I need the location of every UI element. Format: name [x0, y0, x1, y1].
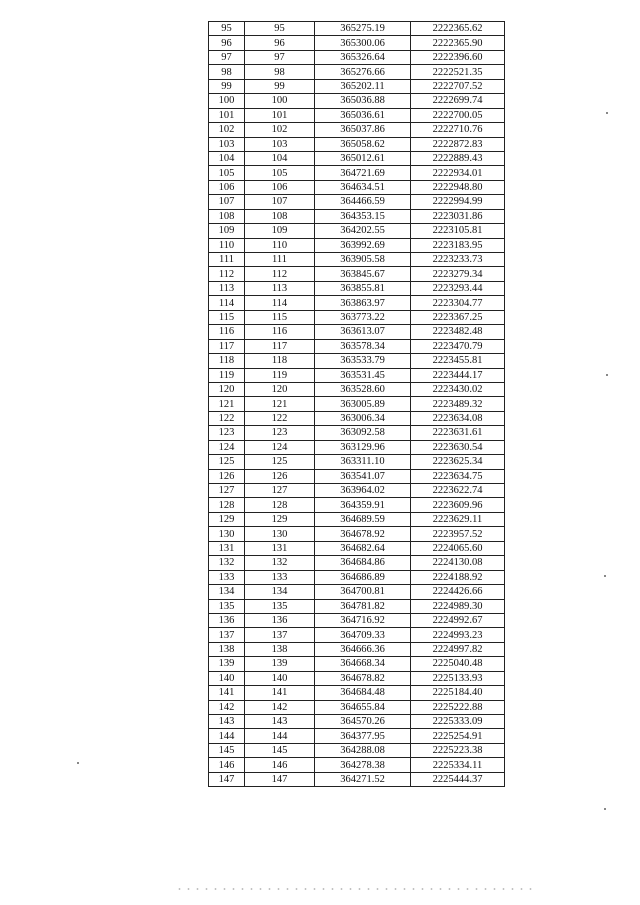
x-coordinate-cell: 364684.48: [315, 686, 411, 700]
vertex-number-cell: 99: [209, 79, 245, 93]
point-number-cell: 112: [245, 267, 315, 281]
table-row: [209, 368, 505, 382]
vertex-number-cell: 97: [209, 50, 245, 64]
vertex-number-cell: 137: [209, 628, 245, 642]
table-row: [209, 108, 505, 122]
y-coordinate-cell: 2223629.11: [411, 512, 505, 526]
x-coordinate-cell: 364682.64: [315, 541, 411, 555]
vertex-number-cell: 98: [209, 65, 245, 79]
scan-speck: [77, 762, 79, 764]
vertex-number-cell: 142: [209, 700, 245, 714]
vertex-number-cell: 116: [209, 325, 245, 339]
table-row: [209, 397, 505, 411]
point-number-cell: 140: [245, 671, 315, 685]
y-coordinate-cell: 2223293.44: [411, 281, 505, 295]
table-row: [209, 325, 505, 339]
point-number-cell: 122: [245, 411, 315, 425]
point-number-cell: 98: [245, 65, 315, 79]
vertex-number-cell: 103: [209, 137, 245, 151]
point-number-cell: 130: [245, 527, 315, 541]
vertex-number-cell: 101: [209, 108, 245, 122]
x-coordinate-cell: 364634.51: [315, 180, 411, 194]
y-coordinate-cell: 2222700.05: [411, 108, 505, 122]
point-number-cell: 101: [245, 108, 315, 122]
vertex-number-cell: 100: [209, 94, 245, 108]
table-row: [209, 527, 505, 541]
vertex-number-cell: 121: [209, 397, 245, 411]
table-row: [209, 354, 505, 368]
table-row: [209, 296, 505, 310]
x-coordinate-cell: 363311.10: [315, 455, 411, 469]
table-row: [209, 772, 505, 786]
vertex-number-cell: 104: [209, 151, 245, 165]
x-coordinate-cell: 365036.61: [315, 108, 411, 122]
y-coordinate-cell: 2223630.54: [411, 440, 505, 454]
y-coordinate-cell: 2225184.40: [411, 686, 505, 700]
table-row: [209, 686, 505, 700]
vertex-number-cell: 133: [209, 570, 245, 584]
point-number-cell: 139: [245, 657, 315, 671]
x-coordinate-cell: 365058.62: [315, 137, 411, 151]
table-row: [209, 180, 505, 194]
y-coordinate-cell: 2223957.52: [411, 527, 505, 541]
table-row: [209, 642, 505, 656]
point-number-cell: 120: [245, 382, 315, 396]
y-coordinate-cell: 2223444.17: [411, 368, 505, 382]
table-row: [209, 209, 505, 223]
y-coordinate-cell: 2223031.86: [411, 209, 505, 223]
x-coordinate-cell: 364271.52: [315, 772, 411, 786]
point-number-cell: 97: [245, 50, 315, 64]
point-number-cell: 102: [245, 123, 315, 137]
vertex-number-cell: 111: [209, 253, 245, 267]
y-coordinate-cell: 2223183.95: [411, 238, 505, 252]
y-coordinate-cell: 2224989.30: [411, 599, 505, 613]
x-coordinate-cell: 363855.81: [315, 281, 411, 295]
table-row: [209, 238, 505, 252]
vertex-number-cell: 123: [209, 426, 245, 440]
point-number-cell: 136: [245, 613, 315, 627]
table-row: [209, 123, 505, 137]
y-coordinate-cell: 2223304.77: [411, 296, 505, 310]
y-coordinate-cell: 2224065.60: [411, 541, 505, 555]
x-coordinate-cell: 364359.91: [315, 498, 411, 512]
x-coordinate-cell: 365012.61: [315, 151, 411, 165]
x-coordinate-cell: 363092.58: [315, 426, 411, 440]
table-row: [209, 166, 505, 180]
vertex-number-cell: 115: [209, 310, 245, 324]
x-coordinate-cell: 364716.92: [315, 613, 411, 627]
y-coordinate-cell: 2223634.75: [411, 469, 505, 483]
x-coordinate-cell: 363845.67: [315, 267, 411, 281]
y-coordinate-cell: 2223609.96: [411, 498, 505, 512]
y-coordinate-cell: 2224993.23: [411, 628, 505, 642]
y-coordinate-cell: 2225040.48: [411, 657, 505, 671]
x-coordinate-cell: 363964.02: [315, 484, 411, 498]
point-number-cell: 129: [245, 512, 315, 526]
point-number-cell: 118: [245, 354, 315, 368]
x-coordinate-cell: 365326.64: [315, 50, 411, 64]
y-coordinate-cell: 2224188.92: [411, 570, 505, 584]
coordinates-table-body: [209, 22, 505, 787]
y-coordinate-cell: 2222889.43: [411, 151, 505, 165]
table-row: [209, 65, 505, 79]
y-coordinate-cell: 2225254.91: [411, 729, 505, 743]
point-number-cell: 99: [245, 79, 315, 93]
vertex-number-cell: 118: [209, 354, 245, 368]
vertex-number-cell: 140: [209, 671, 245, 685]
y-coordinate-cell: 2223279.34: [411, 267, 505, 281]
x-coordinate-cell: 363541.07: [315, 469, 411, 483]
vertex-number-cell: 124: [209, 440, 245, 454]
vertex-number-cell: 139: [209, 657, 245, 671]
vertex-number-cell: 132: [209, 556, 245, 570]
x-coordinate-cell: 364655.84: [315, 700, 411, 714]
table-row: [209, 455, 505, 469]
y-coordinate-cell: 2225223.38: [411, 743, 505, 757]
x-coordinate-cell: 365275.19: [315, 22, 411, 36]
vertex-number-cell: 114: [209, 296, 245, 310]
y-coordinate-cell: 2225334.11: [411, 758, 505, 772]
y-coordinate-cell: 2222934.01: [411, 166, 505, 180]
point-number-cell: 116: [245, 325, 315, 339]
vertex-number-cell: 108: [209, 209, 245, 223]
x-coordinate-cell: 364466.59: [315, 195, 411, 209]
point-number-cell: 117: [245, 339, 315, 353]
x-coordinate-cell: 363006.34: [315, 411, 411, 425]
point-number-cell: 103: [245, 137, 315, 151]
x-coordinate-cell: 364721.69: [315, 166, 411, 180]
y-coordinate-cell: 2222699.74: [411, 94, 505, 108]
table-row: [209, 310, 505, 324]
y-coordinate-cell: 2223430.02: [411, 382, 505, 396]
table-row: [209, 22, 505, 36]
point-number-cell: 133: [245, 570, 315, 584]
x-coordinate-cell: 364570.26: [315, 715, 411, 729]
x-coordinate-cell: 365037.86: [315, 123, 411, 137]
x-coordinate-cell: 364668.34: [315, 657, 411, 671]
table-row: [209, 570, 505, 584]
vertex-number-cell: 122: [209, 411, 245, 425]
y-coordinate-cell: 2223233.73: [411, 253, 505, 267]
vertex-number-cell: 109: [209, 224, 245, 238]
x-coordinate-cell: 363129.96: [315, 440, 411, 454]
vertex-number-cell: 138: [209, 642, 245, 656]
vertex-number-cell: 119: [209, 368, 245, 382]
x-coordinate-cell: 364781.82: [315, 599, 411, 613]
vertex-number-cell: 125: [209, 455, 245, 469]
point-number-cell: 142: [245, 700, 315, 714]
x-coordinate-cell: 363992.69: [315, 238, 411, 252]
table-row: [209, 267, 505, 281]
point-number-cell: 124: [245, 440, 315, 454]
table-row: [209, 382, 505, 396]
x-coordinate-cell: 365276.66: [315, 65, 411, 79]
vertex-number-cell: 141: [209, 686, 245, 700]
x-coordinate-cell: 364689.59: [315, 512, 411, 526]
point-number-cell: 105: [245, 166, 315, 180]
vertex-number-cell: 127: [209, 484, 245, 498]
y-coordinate-cell: 2222521.35: [411, 65, 505, 79]
x-coordinate-cell: 364678.92: [315, 527, 411, 541]
x-coordinate-cell: 365300.06: [315, 36, 411, 50]
y-coordinate-cell: 2222710.76: [411, 123, 505, 137]
table-row: [209, 498, 505, 512]
vertex-number-cell: 112: [209, 267, 245, 281]
y-coordinate-cell: 2225333.09: [411, 715, 505, 729]
vertex-number-cell: 136: [209, 613, 245, 627]
table-row: [209, 613, 505, 627]
y-coordinate-cell: 2224130.08: [411, 556, 505, 570]
point-number-cell: 126: [245, 469, 315, 483]
table-row: [209, 700, 505, 714]
vertex-number-cell: 134: [209, 585, 245, 599]
y-coordinate-cell: 2223482.48: [411, 325, 505, 339]
vertex-number-cell: 146: [209, 758, 245, 772]
x-coordinate-cell: 363533.79: [315, 354, 411, 368]
vertex-number-cell: 126: [209, 469, 245, 483]
y-coordinate-cell: 2223105.81: [411, 224, 505, 238]
point-number-cell: 100: [245, 94, 315, 108]
scan-speck: [606, 374, 608, 376]
table-row: [209, 512, 505, 526]
point-number-cell: 137: [245, 628, 315, 642]
table-row: [209, 469, 505, 483]
table-row: [209, 628, 505, 642]
x-coordinate-cell: 363531.45: [315, 368, 411, 382]
point-number-cell: 125: [245, 455, 315, 469]
point-number-cell: 106: [245, 180, 315, 194]
vertex-number-cell: 113: [209, 281, 245, 295]
point-number-cell: 138: [245, 642, 315, 656]
table-row: [209, 657, 505, 671]
y-coordinate-cell: 2223489.32: [411, 397, 505, 411]
vertex-number-cell: 102: [209, 123, 245, 137]
table-row: [209, 411, 505, 425]
point-number-cell: 121: [245, 397, 315, 411]
x-coordinate-cell: 364666.36: [315, 642, 411, 656]
vertex-number-cell: 106: [209, 180, 245, 194]
vertex-number-cell: 130: [209, 527, 245, 541]
x-coordinate-cell: 364377.95: [315, 729, 411, 743]
x-coordinate-cell: 365036.88: [315, 94, 411, 108]
y-coordinate-cell: 2223631.61: [411, 426, 505, 440]
vertex-number-cell: 131: [209, 541, 245, 555]
table-row: [209, 743, 505, 757]
point-number-cell: 127: [245, 484, 315, 498]
point-number-cell: 113: [245, 281, 315, 295]
y-coordinate-cell: 2224997.82: [411, 642, 505, 656]
x-coordinate-cell: 364278.38: [315, 758, 411, 772]
y-coordinate-cell: 2222948.80: [411, 180, 505, 194]
y-coordinate-cell: 2225444.37: [411, 772, 505, 786]
point-number-cell: 146: [245, 758, 315, 772]
table-row: [209, 36, 505, 50]
table-row: [209, 599, 505, 613]
x-coordinate-cell: 364684.86: [315, 556, 411, 570]
x-coordinate-cell: 364709.33: [315, 628, 411, 642]
x-coordinate-cell: 363613.07: [315, 325, 411, 339]
vertex-number-cell: 135: [209, 599, 245, 613]
x-coordinate-cell: 365202.11: [315, 79, 411, 93]
point-number-cell: 143: [245, 715, 315, 729]
vertex-number-cell: 143: [209, 715, 245, 729]
point-number-cell: 141: [245, 686, 315, 700]
vertex-number-cell: 117: [209, 339, 245, 353]
x-coordinate-cell: 364202.55: [315, 224, 411, 238]
vertex-number-cell: 144: [209, 729, 245, 743]
table-row: [209, 281, 505, 295]
table-row: [209, 50, 505, 64]
point-number-cell: 131: [245, 541, 315, 555]
vertex-number-cell: 95: [209, 22, 245, 36]
point-number-cell: 107: [245, 195, 315, 209]
vertex-number-cell: 145: [209, 743, 245, 757]
x-coordinate-cell: 364686.89: [315, 570, 411, 584]
point-number-cell: 111: [245, 253, 315, 267]
coordinates-table: [208, 21, 505, 787]
y-coordinate-cell: 2223470.79: [411, 339, 505, 353]
x-coordinate-cell: 363578.34: [315, 339, 411, 353]
y-coordinate-cell: 2223455.81: [411, 354, 505, 368]
point-number-cell: 110: [245, 238, 315, 252]
table-row: [209, 715, 505, 729]
x-coordinate-cell: 364288.08: [315, 743, 411, 757]
x-coordinate-cell: 363528.60: [315, 382, 411, 396]
point-number-cell: 119: [245, 368, 315, 382]
scan-noise-line: [175, 888, 535, 890]
point-number-cell: 135: [245, 599, 315, 613]
vertex-number-cell: 120: [209, 382, 245, 396]
table-row: [209, 440, 505, 454]
table-row: [209, 137, 505, 151]
vertex-number-cell: 107: [209, 195, 245, 209]
point-number-cell: 104: [245, 151, 315, 165]
table-row: [209, 224, 505, 238]
vertex-number-cell: 147: [209, 772, 245, 786]
point-number-cell: 96: [245, 36, 315, 50]
vertex-number-cell: 128: [209, 498, 245, 512]
scan-speck: [604, 808, 606, 810]
y-coordinate-cell: 2223634.08: [411, 411, 505, 425]
x-coordinate-cell: 363905.58: [315, 253, 411, 267]
vertex-number-cell: 105: [209, 166, 245, 180]
y-coordinate-cell: 2223625.34: [411, 455, 505, 469]
table-row: [209, 79, 505, 93]
x-coordinate-cell: 363773.22: [315, 310, 411, 324]
y-coordinate-cell: 2222365.62: [411, 22, 505, 36]
vertex-number-cell: 96: [209, 36, 245, 50]
point-number-cell: 128: [245, 498, 315, 512]
point-number-cell: 123: [245, 426, 315, 440]
point-number-cell: 115: [245, 310, 315, 324]
y-coordinate-cell: 2225222.88: [411, 700, 505, 714]
scan-speck: [606, 112, 608, 114]
table-row: [209, 484, 505, 498]
table-row: [209, 94, 505, 108]
table-row: [209, 151, 505, 165]
vertex-number-cell: 129: [209, 512, 245, 526]
table-row: [209, 556, 505, 570]
y-coordinate-cell: 2223367.25: [411, 310, 505, 324]
point-number-cell: 95: [245, 22, 315, 36]
y-coordinate-cell: 2222707.52: [411, 79, 505, 93]
point-number-cell: 108: [245, 209, 315, 223]
y-coordinate-cell: 2223622.74: [411, 484, 505, 498]
table-row: [209, 339, 505, 353]
y-coordinate-cell: 2225133.93: [411, 671, 505, 685]
table-row: [209, 195, 505, 209]
y-coordinate-cell: 2224992.67: [411, 613, 505, 627]
table-row: [209, 426, 505, 440]
x-coordinate-cell: 363863.97: [315, 296, 411, 310]
y-coordinate-cell: 2222994.99: [411, 195, 505, 209]
table-row: [209, 671, 505, 685]
x-coordinate-cell: 363005.89: [315, 397, 411, 411]
table-row: [209, 253, 505, 267]
point-number-cell: 134: [245, 585, 315, 599]
table-row: [209, 758, 505, 772]
vertex-number-cell: 110: [209, 238, 245, 252]
scan-speck: [604, 575, 606, 577]
table-row: [209, 541, 505, 555]
point-number-cell: 114: [245, 296, 315, 310]
y-coordinate-cell: 2224426.66: [411, 585, 505, 599]
x-coordinate-cell: 364700.81: [315, 585, 411, 599]
point-number-cell: 109: [245, 224, 315, 238]
point-number-cell: 147: [245, 772, 315, 786]
point-number-cell: 132: [245, 556, 315, 570]
y-coordinate-cell: 2222365.90: [411, 36, 505, 50]
x-coordinate-cell: 364353.15: [315, 209, 411, 223]
table-row: [209, 729, 505, 743]
point-number-cell: 144: [245, 729, 315, 743]
table-row: [209, 585, 505, 599]
point-number-cell: 145: [245, 743, 315, 757]
y-coordinate-cell: 2222396.60: [411, 50, 505, 64]
y-coordinate-cell: 2222872.83: [411, 137, 505, 151]
x-coordinate-cell: 364678.82: [315, 671, 411, 685]
